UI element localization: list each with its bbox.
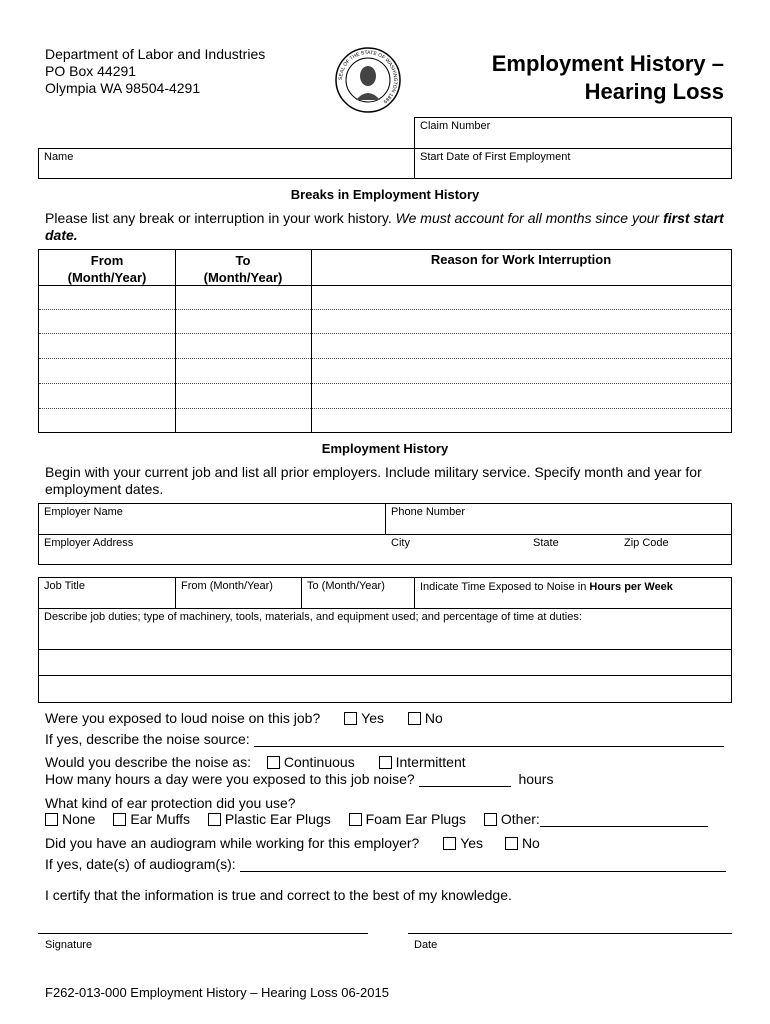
form-footer: F262-013-000 Employment History – Hearing Loss 06-2015 <box>45 985 389 1000</box>
state-label: State <box>533 537 559 549</box>
q-noise-type-row: Would you describe the noise as: Continuous Intermittent <box>45 754 466 770</box>
audiogram-dates-field[interactable] <box>240 871 726 872</box>
q-audiogram-dates-row: If yes, date(s) of audiogram(s): <box>45 856 726 872</box>
signature-field[interactable] <box>38 933 368 934</box>
q-hours-row: How many hours a day were you exposed to this job noise? hours <box>45 771 554 787</box>
signature-label: Signature <box>45 939 93 951</box>
claim-number-label: Claim Number <box>420 120 491 132</box>
name-label: Name <box>44 151 74 163</box>
state-seal-icon <box>334 46 402 114</box>
employment-heading: Employment History <box>321 441 449 456</box>
address-line: PO Box 44291 <box>45 63 137 79</box>
continuous-checkbox[interactable] <box>267 756 280 769</box>
start-date-field[interactable] <box>414 148 732 179</box>
phone-field[interactable] <box>386 504 731 534</box>
employer-name-field[interactable] <box>39 504 385 534</box>
exposed-yes-checkbox[interactable] <box>344 712 357 725</box>
job-title-field[interactable] <box>39 578 175 608</box>
address-line: Department of Labor and Industries <box>45 46 266 62</box>
ear-muffs-checkbox[interactable] <box>113 813 126 826</box>
noise-hours-field[interactable] <box>415 578 731 608</box>
breaks-heading: Breaks in Employment History <box>290 187 480 202</box>
duties-label: Describe job duties; type of machinery, tools, materials, and equipment used; and percentage of time at duties: <box>44 611 582 623</box>
from-label: From (Month/Year) <box>181 580 273 592</box>
exposed-no-checkbox[interactable] <box>408 712 421 725</box>
employment-intro: Begin with your current job and list all prior employers. Include military service. Specify month and year for employment dates. <box>45 464 702 497</box>
col-reason-header: Reason for Work Interruption <box>430 252 612 267</box>
job-title-label: Job Title <box>44 580 85 592</box>
agency-address <box>45 46 265 97</box>
to-label: To (Month/Year) <box>307 580 385 592</box>
zip-label: Zip Code <box>624 537 669 549</box>
claim-number-field[interactable] <box>414 117 732 149</box>
col-to-header: To (Month/Year) <box>203 253 283 285</box>
from-field[interactable] <box>176 578 301 608</box>
q-protection-options: None Ear Muffs Plastic Ear Plugs Foam Ear Plugs Other: <box>45 811 708 827</box>
noise-source-field[interactable] <box>254 746 724 747</box>
job-box <box>38 577 732 703</box>
name-field[interactable] <box>38 148 414 179</box>
form-title <box>492 50 724 106</box>
q-exposed-row: Were you exposed to loud noise on this job? Yes No <box>45 710 443 726</box>
address-line: Olympia WA 98504-4291 <box>45 80 201 96</box>
col-from-header: From (Month/Year) <box>67 253 147 285</box>
city-label: City <box>391 537 410 549</box>
title-line: Hearing Loss <box>584 79 724 104</box>
employer-address-field[interactable] <box>39 535 731 564</box>
employer-address-label: Employer Address <box>44 537 134 549</box>
title-line: Employment History – <box>491 51 724 76</box>
breaks-rows[interactable] <box>39 286 731 432</box>
to-field[interactable] <box>302 578 414 608</box>
other-checkbox[interactable] <box>484 813 497 826</box>
employer-box <box>38 503 732 565</box>
intermittent-checkbox[interactable] <box>379 756 392 769</box>
noise-time-label: Indicate Time Exposed to Noise in Hours per Week <box>420 581 673 593</box>
q-audiogram-row: Did you have an audiogram while working for this employer? Yes No <box>45 835 540 851</box>
certify-statement: I certify that the information is true and correct to the best of my knowledge. <box>45 887 512 903</box>
svg-text:SEAL OF THE STATE OF WASHINGTO: SEAL OF THE STATE OF WASHINGTON 1889 <box>337 49 399 105</box>
q-protection-label: What kind of ear protection did you use? <box>45 795 296 811</box>
breaks-table <box>38 249 732 433</box>
none-checkbox[interactable] <box>45 813 58 826</box>
audiogram-yes-checkbox[interactable] <box>443 837 456 850</box>
start-date-label: Start Date of First Employment <box>420 151 571 163</box>
duties-field[interactable] <box>39 626 731 702</box>
hours-per-day-field[interactable] <box>419 786 511 787</box>
employer-name-label: Employer Name <box>44 506 123 518</box>
phone-label: Phone Number <box>391 506 465 518</box>
foam-plugs-checkbox[interactable] <box>349 813 362 826</box>
other-protection-field[interactable] <box>540 826 708 827</box>
plastic-plugs-checkbox[interactable] <box>208 813 221 826</box>
audiogram-no-checkbox[interactable] <box>505 837 518 850</box>
date-label: Date <box>414 939 438 951</box>
q-noise-source-row: If yes, describe the noise source: <box>45 731 724 747</box>
date-field[interactable] <box>408 933 732 934</box>
breaks-intro: Please list any break or interruption in your work history. We must account for all months since your first start date. <box>45 210 724 243</box>
